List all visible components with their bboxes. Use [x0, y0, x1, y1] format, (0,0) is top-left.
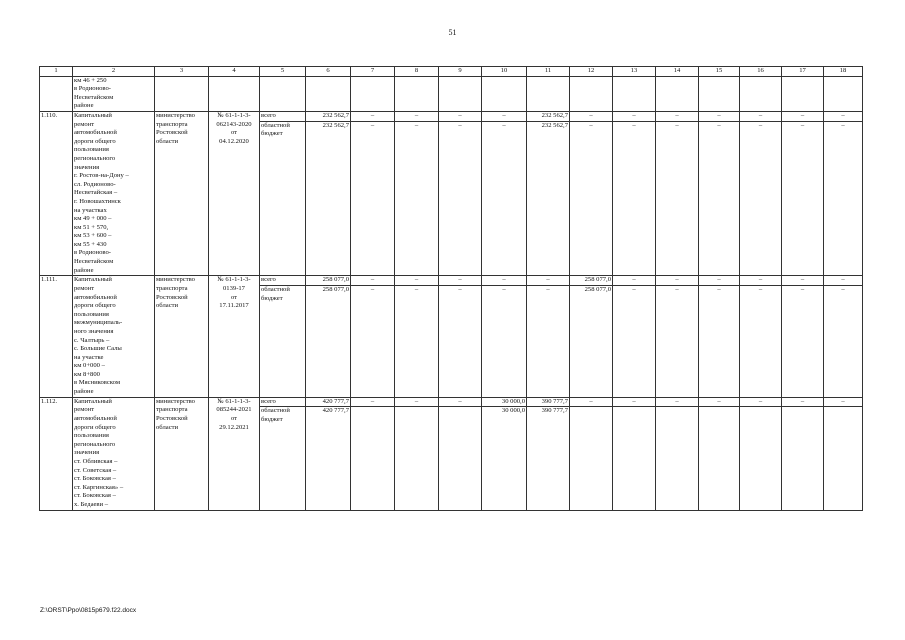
org-line: Ростовской	[156, 129, 188, 137]
value-cell: –	[527, 276, 570, 286]
name-line: г. Ростов-на-Дону –	[74, 172, 129, 180]
value-cell: –	[699, 111, 740, 121]
column-header: 8	[395, 67, 439, 77]
value-cell: –	[656, 111, 699, 121]
empty-cell	[570, 76, 613, 111]
document-line: № 61-1-1-3-	[217, 276, 251, 284]
value-cell	[699, 407, 740, 510]
value-cell: –	[351, 111, 395, 121]
empty-cell	[740, 76, 782, 111]
value-cell: –	[824, 397, 863, 407]
budget-table	[39, 66, 863, 511]
value-cell: –	[824, 285, 863, 397]
column-header: 2	[73, 67, 155, 77]
organization-cell	[155, 276, 209, 397]
name-line: регионального	[74, 154, 116, 162]
funding-source-cell: всего	[260, 111, 306, 121]
value-cell	[656, 407, 699, 510]
table-header-row	[40, 67, 863, 77]
column-header: 5	[260, 67, 306, 77]
value-cell: 258 077,0	[570, 285, 613, 397]
name-line: ремонт	[74, 284, 95, 292]
name-line: межмуниципаль-	[74, 319, 123, 327]
value-cell: 232 562,7	[527, 111, 570, 121]
source-line: областной	[261, 121, 290, 129]
value-cell: –	[527, 285, 570, 397]
name-line: ремонт	[74, 120, 95, 128]
column-header: 16	[740, 67, 782, 77]
name-line: районе	[74, 388, 94, 396]
value-cell: –	[740, 121, 782, 276]
name-line: км 55 + 430	[74, 240, 107, 248]
funding-source-cell	[260, 407, 306, 510]
value-cell: –	[351, 276, 395, 286]
name-line: ст. Боковская –	[74, 492, 116, 500]
value-cell: 258 077,0	[306, 276, 351, 286]
value-cell: –	[439, 397, 482, 407]
name-line: км 51 + 570,	[74, 223, 109, 231]
page-number: 51	[448, 28, 457, 37]
row-number-cell: 1.112.	[40, 397, 73, 510]
empty-cell	[439, 76, 482, 111]
value-cell: –	[482, 111, 527, 121]
name-line: районе	[74, 102, 94, 110]
value-cell: 232 562,7	[306, 111, 351, 121]
empty-cell	[395, 76, 439, 111]
value-cell: –	[395, 276, 439, 286]
value-cell	[782, 407, 824, 510]
empty-cell	[613, 76, 656, 111]
value-cell: 420 777,7	[306, 397, 351, 407]
funding-source-cell	[260, 121, 306, 276]
empty-cell	[260, 76, 306, 111]
value-cell: –	[740, 276, 782, 286]
value-cell: –	[351, 285, 395, 397]
name-line: дороги общего	[74, 423, 116, 431]
value-cell: –	[656, 285, 699, 397]
value-cell: 258 077,0	[306, 285, 351, 397]
value-cell: 30 000,0	[482, 407, 527, 510]
value-cell: –	[613, 285, 656, 397]
document-line: № 61-1-1-3-	[217, 397, 251, 405]
empty-cell	[527, 76, 570, 111]
document-line: от	[230, 414, 238, 422]
name-line: Несветайском	[74, 93, 114, 101]
source-line: областной	[261, 407, 290, 415]
value-cell: –	[782, 276, 824, 286]
empty-cell	[306, 76, 351, 111]
object-name-cell	[73, 397, 155, 510]
value-cell: –	[439, 111, 482, 121]
value-cell: –	[656, 121, 699, 276]
organization-cell	[155, 397, 209, 510]
value-cell: –	[439, 276, 482, 286]
name-line: автомобильной	[74, 414, 117, 422]
value-cell: –	[740, 285, 782, 397]
value-cell	[613, 407, 656, 510]
document-line: 085244-2021	[216, 406, 252, 414]
name-line: км 46 + 250	[74, 76, 107, 84]
value-cell: –	[782, 111, 824, 121]
value-cell: –	[613, 397, 656, 407]
document-line: 062143-2020	[216, 120, 252, 128]
object-name-cell	[73, 276, 155, 397]
column-header: 6	[306, 67, 351, 77]
name-line: ного значения	[74, 327, 114, 335]
value-cell: –	[613, 111, 656, 121]
value-cell	[439, 407, 482, 510]
empty-cell	[699, 76, 740, 111]
value-cell: –	[824, 111, 863, 121]
file-path-footer: Z:\ORST\Ppo\0815p679.f22.docx	[40, 607, 137, 614]
object-name-cell	[73, 111, 155, 275]
org-line: министерство	[156, 276, 195, 284]
value-cell: –	[570, 121, 613, 276]
org-line: области	[156, 137, 179, 145]
name-line: в Мясниковском	[74, 379, 121, 387]
value-cell: 390 777,7	[527, 397, 570, 407]
name-line: с. Чалтырь –	[74, 336, 110, 344]
value-cell: –	[395, 111, 439, 121]
value-cell: –	[395, 397, 439, 407]
name-line: ст. Обливская –	[74, 457, 118, 465]
document-line: 17.11.2017	[219, 302, 249, 310]
document-line: 0139-17	[223, 284, 245, 292]
name-line: км 8+800	[74, 370, 100, 378]
value-cell: –	[351, 397, 395, 407]
row-number-cell: 1.110.	[40, 111, 73, 275]
name-line: Капитальный	[74, 276, 112, 284]
value-cell: –	[782, 121, 824, 276]
value-cell: –	[439, 285, 482, 397]
funding-source-cell	[260, 285, 306, 397]
document-cell	[209, 276, 260, 397]
column-header: 7	[351, 67, 395, 77]
org-line: транспорта	[156, 284, 188, 292]
value-cell: –	[699, 121, 740, 276]
column-header: 1	[40, 67, 73, 77]
name-line: ремонт	[74, 406, 95, 414]
name-line: ст. Каргинская» –	[74, 483, 124, 491]
name-line: х. Бедаеви –	[74, 500, 109, 508]
row-number-cell	[40, 76, 73, 111]
value-cell: 420 777,7	[306, 407, 351, 510]
column-header: 14	[656, 67, 699, 77]
funding-source-cell: всего	[260, 397, 306, 407]
value-cell: 390 777,7	[527, 407, 570, 510]
value-cell: 30 000,0	[482, 397, 527, 407]
value-cell: –	[613, 121, 656, 276]
name-line: в Родионово-	[74, 249, 111, 257]
object-name-cell	[73, 76, 155, 111]
document-line: № 61-1-1-3-	[217, 111, 251, 119]
value-cell: –	[782, 285, 824, 397]
name-line: на участке	[74, 353, 104, 361]
organization-cell	[155, 111, 209, 275]
column-header: 18	[824, 67, 863, 77]
name-line: дороги общего	[74, 302, 116, 310]
value-cell	[740, 407, 782, 510]
value-cell: 232 562,7	[527, 121, 570, 276]
value-cell	[351, 407, 395, 510]
value-cell: –	[395, 121, 439, 276]
value-cell: –	[699, 276, 740, 286]
name-line: Несветайском	[74, 258, 114, 266]
column-header: 10	[482, 67, 527, 77]
empty-cell	[209, 76, 260, 111]
value-cell: –	[482, 276, 527, 286]
name-line: км 53 + 600 –	[74, 232, 112, 240]
name-line: Несветайская –	[74, 189, 118, 197]
value-cell: 258 077,0	[570, 276, 613, 286]
value-cell: –	[656, 276, 699, 286]
table-row	[40, 111, 863, 121]
value-cell: –	[699, 285, 740, 397]
org-line: области	[156, 423, 179, 431]
name-line: на участках	[74, 206, 107, 214]
value-cell: –	[824, 121, 863, 276]
empty-cell	[782, 76, 824, 111]
empty-cell	[155, 76, 209, 111]
org-line: области	[156, 302, 179, 310]
name-line: г. Новошахтинск	[74, 197, 121, 205]
column-header: 3	[155, 67, 209, 77]
value-cell: –	[570, 397, 613, 407]
name-line: пользования	[74, 146, 109, 154]
name-line: в Родионово-	[74, 85, 111, 93]
document-line: от	[230, 293, 238, 301]
value-cell: –	[482, 121, 527, 276]
org-line: министерство	[156, 111, 195, 119]
value-cell: –	[613, 276, 656, 286]
empty-cell	[351, 76, 395, 111]
document-cell	[209, 397, 260, 510]
column-header: 9	[439, 67, 482, 77]
name-line: ст. Боковская –	[74, 475, 116, 483]
value-cell: –	[656, 397, 699, 407]
document-cell	[209, 111, 260, 275]
value-cell: 232 562,7	[306, 121, 351, 276]
document-line: 04.12.2020	[219, 137, 249, 145]
value-cell: –	[570, 111, 613, 121]
name-line: значения	[74, 163, 100, 171]
empty-cell	[824, 76, 863, 111]
column-header: 13	[613, 67, 656, 77]
funding-source-cell: всего	[260, 276, 306, 286]
org-line: Ростовской	[156, 414, 188, 422]
name-line: пользования	[74, 432, 109, 440]
name-line: Капитальный	[74, 397, 112, 405]
name-line: км 0+000 –	[74, 362, 105, 370]
column-header: 12	[570, 67, 613, 77]
name-line: дороги общего	[74, 137, 116, 145]
value-cell: –	[482, 285, 527, 397]
name-line: Капитальный	[74, 111, 112, 119]
source-line: бюджет	[261, 294, 283, 302]
value-cell: –	[782, 397, 824, 407]
org-line: Ростовской	[156, 293, 188, 301]
org-line: транспорта	[156, 406, 188, 414]
name-line: с. Большие Салы	[74, 345, 122, 353]
name-line: автомобильной	[74, 129, 117, 137]
name-line: км 49 + 000 –	[74, 215, 112, 223]
value-cell	[570, 407, 613, 510]
name-line: пользования	[74, 310, 109, 318]
value-cell	[395, 407, 439, 510]
column-header: 15	[699, 67, 740, 77]
name-line: автомобильной	[74, 293, 117, 301]
row-number-cell: 1.111.	[40, 276, 73, 397]
table-row-continued	[40, 76, 863, 111]
value-cell: –	[439, 121, 482, 276]
column-header: 11	[527, 67, 570, 77]
name-line: регионального	[74, 440, 116, 448]
table-row	[40, 397, 863, 407]
empty-cell	[482, 76, 527, 111]
value-cell	[824, 407, 863, 510]
name-line: ст. Советская –	[74, 466, 117, 474]
org-line: транспорта	[156, 120, 188, 128]
source-line: бюджет	[261, 415, 283, 423]
empty-cell	[656, 76, 699, 111]
name-line: сл. Родионово-	[74, 180, 116, 188]
name-line: значения	[74, 449, 100, 457]
value-cell: –	[699, 397, 740, 407]
org-line: министерство	[156, 397, 195, 405]
table-row	[40, 276, 863, 286]
column-header: 17	[782, 67, 824, 77]
value-cell: –	[824, 276, 863, 286]
source-line: бюджет	[261, 130, 283, 138]
name-line: районе	[74, 266, 94, 274]
value-cell: –	[395, 285, 439, 397]
document-line: от	[230, 129, 238, 137]
value-cell: –	[740, 397, 782, 407]
source-line: областной	[261, 285, 290, 293]
value-cell: –	[351, 121, 395, 276]
value-cell: –	[740, 111, 782, 121]
column-header: 4	[209, 67, 260, 77]
document-line: 29.12.2021	[219, 423, 249, 431]
